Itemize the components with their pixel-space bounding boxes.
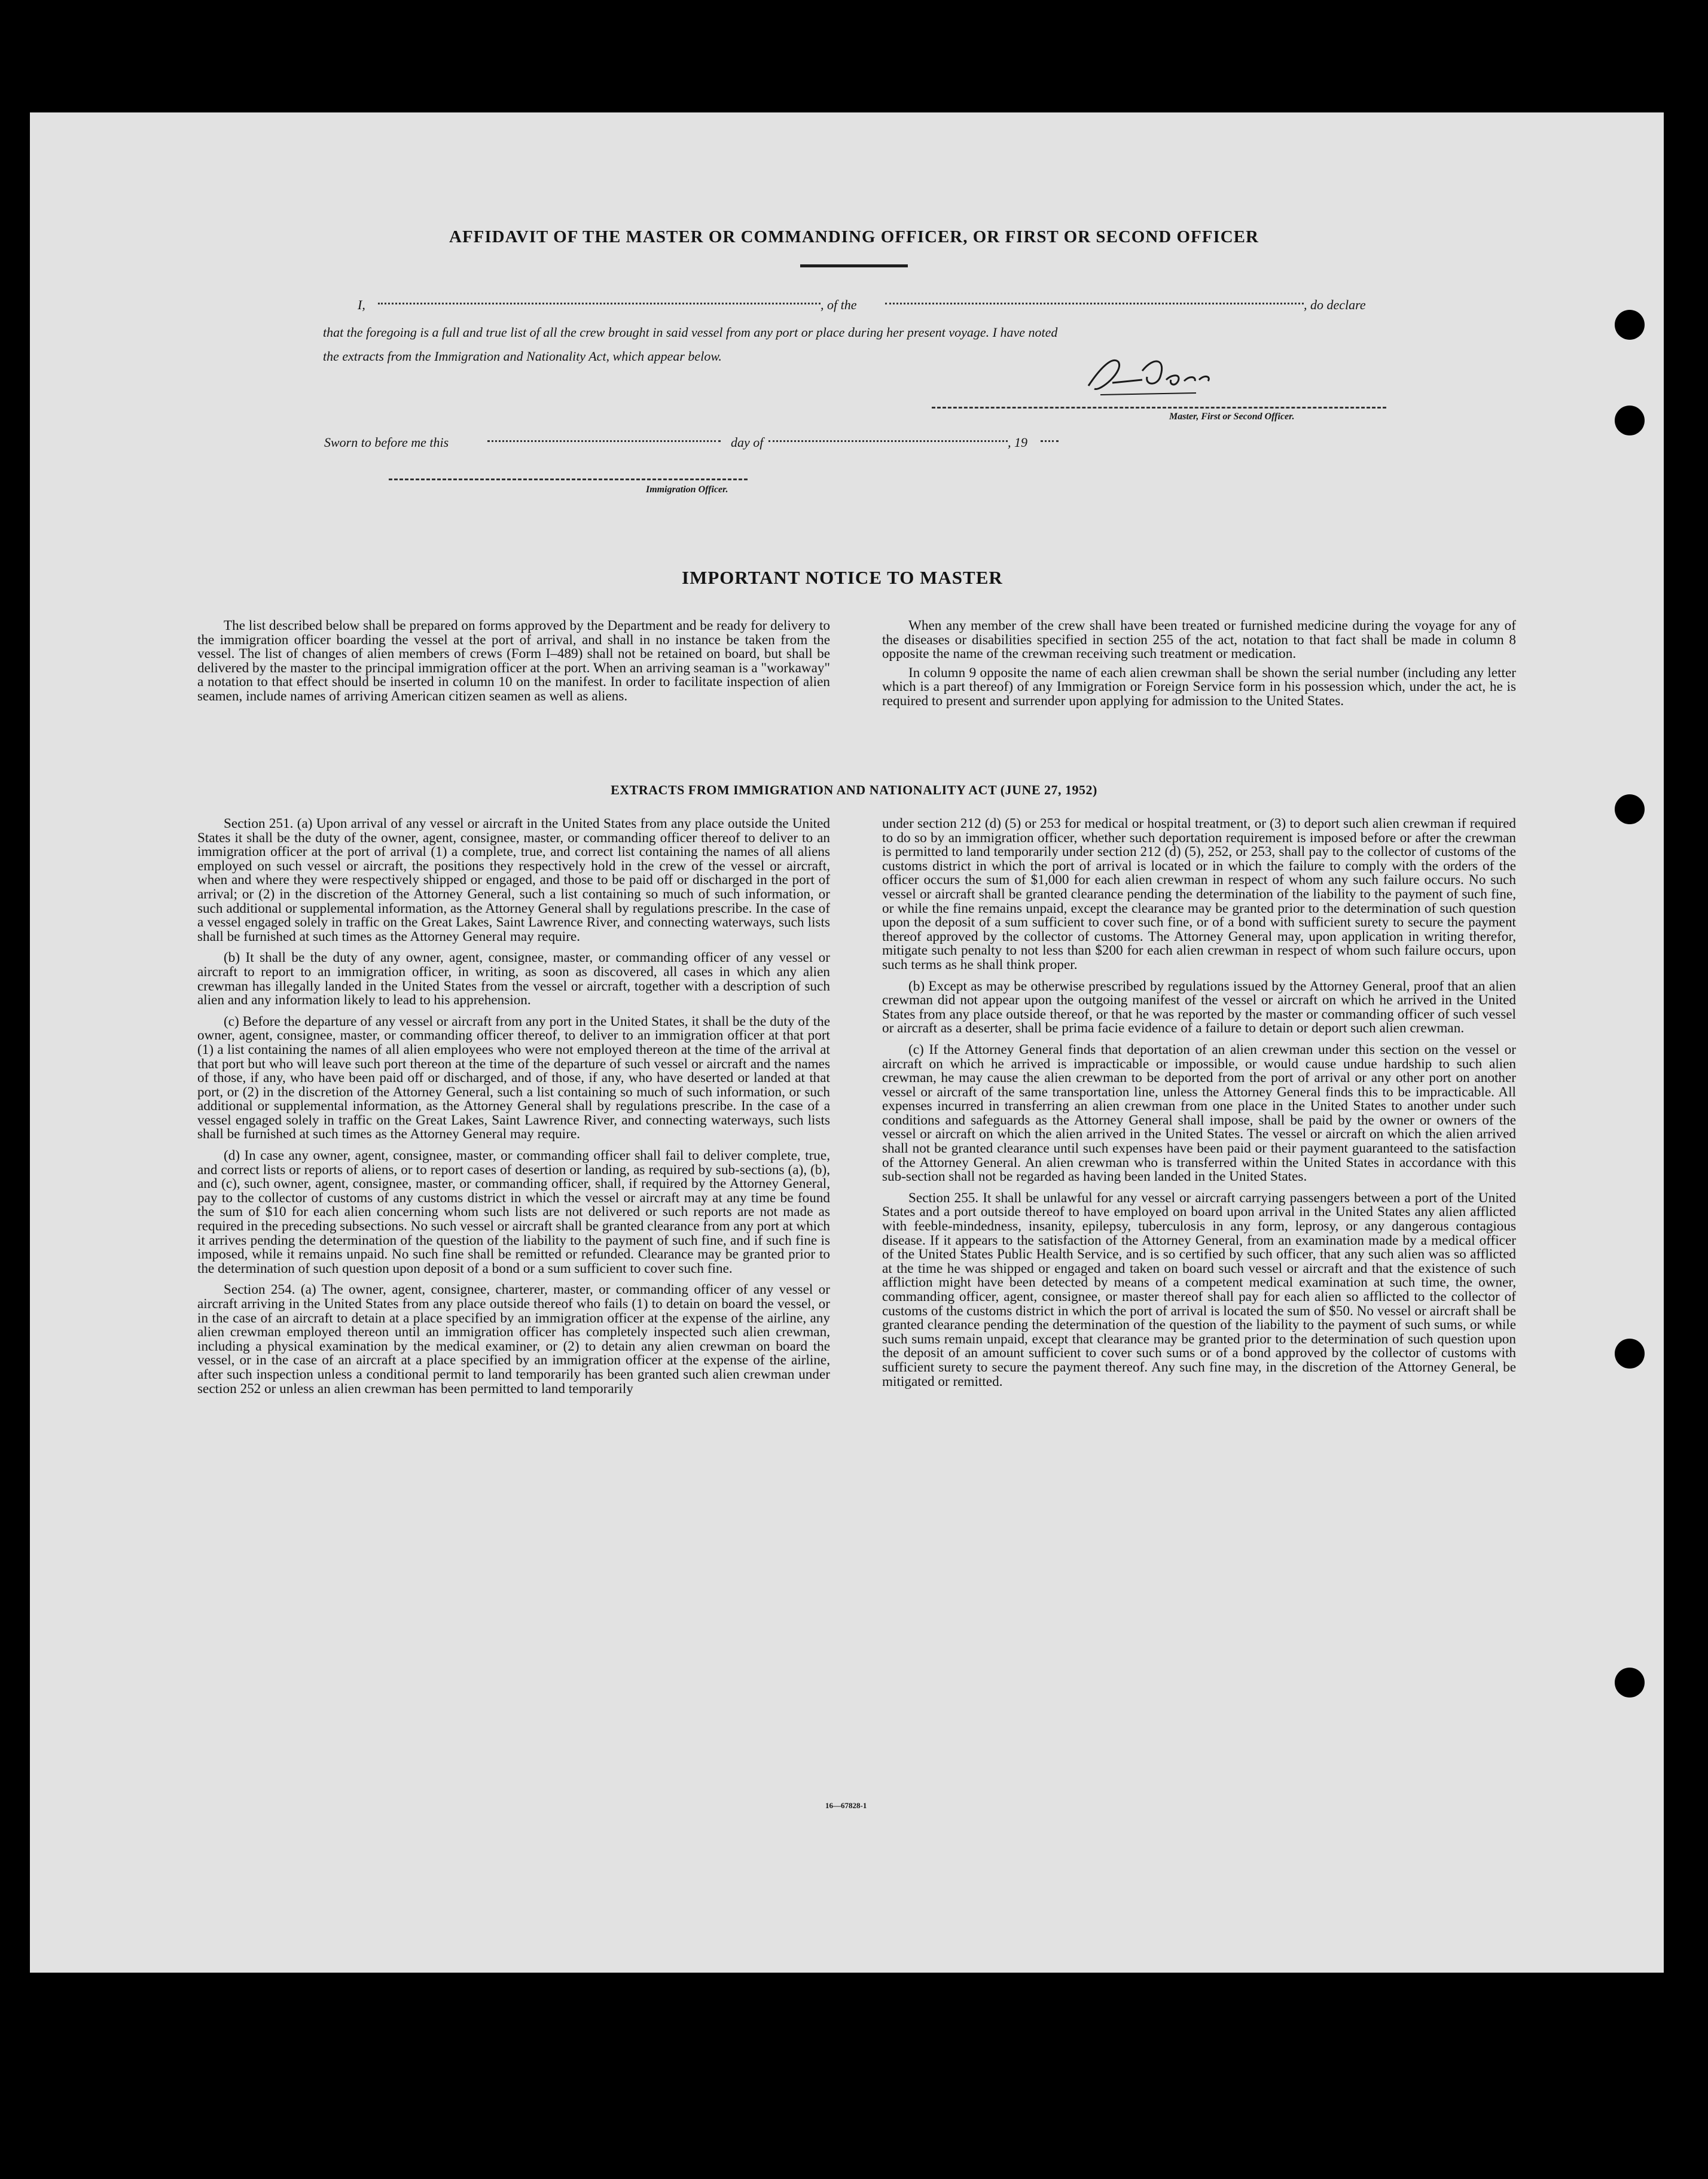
sworn-year-blank[interactable] [1041, 440, 1059, 442]
extract-paragraph: under section 212 (d) (5) or 253 for medical or hospital treatment, or (3) to deport such alien crewman if required to do so by an immigration officer, whether such deportation requirement is imposed before or after the crewman is permitted to land temporarily under section 212 (d) (5), 252, or 253, shall pay to the collector of customs of the customs district in which the port of arrival is located or in which the failure to comply with the orders of the officer occurs the sum of $1,000 for each alien crewman in respect of whom any such failure occurs. No such vessel or aircraft shall be granted clearance pending the determination of the liability to the payment of such fine, or while the fine remains unpaid, except the clearance may be granted prior to the determination of such question upon the deposit of a sum sufficient to cover such fine, or of a bond with sufficient surety to secure the payment thereof approved by the collector of customs. The Attorney General may, upon application in writing therefor, mitigate such penalty to not less than $200 for each alien crewman in respect of whom such failure occurs, upon such terms as he shall think proper. [882, 816, 1516, 973]
extract-paragraph: (d) In case any owner, agent, consignee, master, or commanding officer shall fail to deliver complete, true, and correct lists or reports of aliens, or to report cases of desertion or landing, as required by sub-sections (a), (b), and (c), such owner, agent, consignee, master, or commanding officer, shall, if required by the Attorney General, pay to the collector of customs of any customs district in which the vessel or aircraft may at any time be found the sum of $10 for each alien concerning whom such lists are not delivered or such reports are not made as required in the preceding subsections. No such vessel or aircraft shall be granted clearance from any port at which it arrives pending the determination of the question of the liability to the payment of such fine, and if such fine is imposed, while it remains unpaid. No such fine shall be remitted or refunded. Clearance may be granted prior to the determination of such question upon deposit of a bond or a sum sufficient to cover such fine. [197, 1148, 830, 1276]
notice-left-paragraph: The list described below shall be prepared on forms approved by the Department and be ready for delivery to the immigration officer boarding the vessel at the port of arrival, and shall in no instance be taken from the vessel. The list of changes of alien members of crews (Form I–489) shall not be retained on board, but shall be delivered by the master to the principal immigration officer at the port. When an arriving seaman is a "workaway" a notation to that effect should be inserted in column 10 on the manifest. In order to facilitate inspection of alien seamen, include names of arriving American citizen seamen as well as aliens. [197, 618, 830, 704]
binder-hole [1615, 310, 1645, 340]
name-blank[interactable] [378, 303, 821, 304]
declaration-do-declare-label: , do declare [1304, 297, 1366, 312]
notice-right-column [882, 619, 1516, 716]
immigration-officer-line[interactable] [389, 479, 748, 480]
declaration-i-label: I, [358, 297, 365, 312]
extracts-title: EXTRACTS FROM IMMIGRATION AND NATIONALITY ACT (JUNE 27, 1952) [611, 782, 1097, 797]
handwritten-signature [1076, 344, 1232, 404]
binder-hole [1615, 1339, 1645, 1369]
signature-line[interactable] [932, 407, 1386, 409]
extract-paragraph: Section 251. (a) Upon arrival of any vessel or aircraft in the United States from any place outside the United States it shall be the duty of the owner, agent, consignee, master, or commanding officer thereof to deliver to an immigration officer at the port of arrival (1) a complete, true, and correct list containing the names of all aliens employed on such vessel or aircraft, the positions they respectively hold in the crew of the vessel or aircraft, when and where they were respectively shipped or engaged, and those to be paid off or discharged in the port of arrival; or (2) in the discretion of the Attorney General, such a list containing so much of such information, or such additional or supplemental information, as the Attorney General shall by regulations prescribe. In the case of a vessel engaged solely in traffic on the Great Lakes, Saint Lawrence River, and connecting waterways, such lists shall be furnished at such times as the Attorney General may require. [197, 816, 830, 944]
binder-hole [1615, 794, 1645, 824]
extract-paragraph: (c) If the Attorney General finds that deportation of an alien crewman under this section on the vessel or aircraft on which he arrived is impracticable or impossible, or would cause undue hardship to such alien crewman, he may cause the alien crewman to be deported from the port of arrival or any other port on another vessel or aircraft of the same transportation line, unless the Attorney General finds this to be impracticable. All expenses incurred in transferring an alien crewman from one place in the United States to another under such conditions and safeguards as the Attorney General shall impose, shall be paid by the owner or owners of the vessel or aircraft on which the alien arrived in the United States. The vessel or aircraft on which the alien arrived shall not be granted clearance until such expenses have been paid or their payment guaranteed to the satisfaction of the Attorney General. An alien crewman who is transferred within the United States in accordance with this sub-section shall not be regarded as having been landed in the United States. [882, 1041, 1516, 1185]
signature-caption: Master, First or Second Officer. [1169, 412, 1295, 422]
immigration-officer-caption: Immigration Officer. [646, 484, 728, 495]
extract-paragraph: (b) It shall be the duty of any owner, agent, consignee, master, or commanding officer of any vessel or aircraft to report to an immigration officer, in writing, as soon as discovered, all cases in which any alien crewman has illegally landed in the United States from the vessel or aircraft, together with a description of such alien and any information likely to lead to his apprehension. [197, 950, 830, 1008]
title-underline [800, 264, 908, 267]
sworn-month-blank[interactable] [768, 440, 1008, 442]
vessel-blank[interactable] [885, 303, 1304, 304]
declaration-line-3: the extracts from the Immigration and Nationality Act, which appear below. [323, 349, 722, 364]
declaration-line-2: that the foregoing is a full and true list of all the crew brought in said vessel from any port or place during her present voyage. I have noted [323, 325, 1058, 340]
notice-left-column [197, 619, 830, 711]
extract-paragraph: (c) Before the departure of any vessel or aircraft from any port in the United States, it shall be the duty of the owner, agent, consignee, master, or commanding officer thereof, to deliver to an immigration officer at that port (1) a list containing the names of all alien employees who were not employed thereon at the time of the arrival at that port but who will leave such port thereon at the time of the departure of such vessel or aircraft and the names of those, if any, who have been paid off or discharged, and of those, if any, who have deserted or landed at that port, or (2) in the discretion of the Attorney General, such a list containing so much of such information, or such additional or supplemental information, as the Attorney General shall by regulations prescribe. In the case of a vessel engaged solely in traffic on the Great Lakes, Saint Lawrence River, and connecting waterways, such lists shall be furnished at such times as the Attorney General may require. [197, 1013, 830, 1142]
sworn-day-of-label: day of [731, 435, 764, 450]
extract-paragraph: Section 255. It shall be unlawful for any vessel or aircraft carrying passengers between a port of the United States and a port outside thereof to have employed on board upon arrival in the United States any alien afflicted with feeble-mindedness, insanity, epilepsy, tuberculosis in any form, leprosy, or any dangerous contagious disease. If it appears to the satisfaction of the Attorney General, from an examination made by a medical officer of the United States Public Health Service, and is so certified by such officer, that any such alien was so afflicted at the time he was shipped or engaged and taken on board such vessel or aircraft and that the existence of such affliction might have been detected by means of a competent medical examination at such time, the owner, commanding officer, agent, consignee, or master thereof shall pay for each alien so afflicted to the collector of customs of the customs district in which the port of arrival is located the sum of $50. No vessel or aircraft shall be granted clearance pending the determination of the question of the liability to the payment of such sums, or while such sums remain unpaid, except that clearance may be granted prior to the determination of such question upon the deposit of an amount sufficient to cover such sums or of a bond approved by the collector of customs with sufficient surety to secure the payment thereof. Any such fine may, in the discretion of the Attorney General, be mitigated or remitted. [882, 1190, 1516, 1389]
binder-hole [1615, 406, 1645, 435]
sworn-year-label: , 19 [1008, 435, 1027, 450]
affidavit-title: AFFIDAVIT OF THE MASTER OR COMMANDING OFFICER, OR FIRST OR SECOND OFFICER [449, 227, 1259, 246]
notice-title: IMPORTANT NOTICE TO MASTER [682, 567, 1003, 588]
notice-right-paragraph-1: When any member of the crew shall have been treated or furnished medicine during the voyage for any of the diseases or disabilities specified in section 255 of the act, notation to that fact shall be made in column 8 opposite the name of the crewman receiving such treatment or medication. [882, 618, 1516, 662]
form-number: 16—67828-1 [825, 1801, 867, 1810]
notice-right-paragraph-2: In column 9 opposite the name of each alien crewman shall be shown the serial number (including any letter which is a part thereof) of any Immigration or Foreign Service form in his possession which, under the act, he is required to present and surrender upon applying for admission to the United States. [882, 665, 1516, 709]
extracts-left-column [197, 817, 830, 1403]
extract-paragraph: (b) Except as may be otherwise prescribed by regulations issued by the Attorney General, proof that an alien crewman did not appear upon the outgoing manifest of the vessel or aircraft on which he arrived in the United States from any place outside thereof, or that he was reported by the master or commanding officer of such vessel or aircraft as a deserter, shall be prima facie evidence of a failure to detain or deport such alien crewman. [882, 978, 1516, 1037]
extracts-right-column [882, 817, 1516, 1396]
binder-hole [1615, 1668, 1645, 1698]
declaration-of-the-label: , of the [821, 297, 857, 312]
sworn-label: Sworn to before me this [324, 435, 449, 450]
extract-paragraph: Section 254. (a) The owner, agent, consignee, charterer, master, or commanding officer of any vessel or aircraft arriving in the United States from any place outside thereof who fails (1) to detain on board the vessel, or in the case of an aircraft to detain at a place specified by an immigration officer at the expense of the airline, any alien crewman employed thereon until an immigration officer has completely inspected such alien crewman, including a physical examination by the medical examiner, or (2) to detain any alien crewman on board the vessel, or in the case of an aircraft at a place specified by an immigration officer at the expense of the airline, after such inspection unless a conditional permit to land temporarily has been granted such alien crewman under section 252 or unless an alien crewman has been permitted to land temporarily [197, 1282, 830, 1397]
sworn-day-blank[interactable] [487, 440, 721, 442]
